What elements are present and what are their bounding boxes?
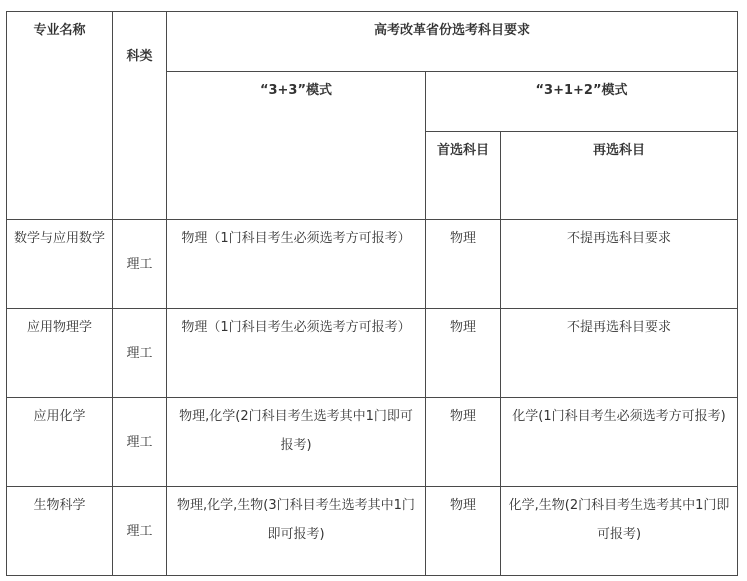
major-cell: 数学与应用数学 (7, 220, 113, 309)
re-subject-cell: 化学(1门科目考生必须选考方可报考) (501, 398, 738, 487)
table-row (7, 220, 738, 309)
header-re-subject: 再选科目 (501, 132, 738, 220)
mode-33-cell: 物理,化学(2门科目考生选考其中1门即可报考) (167, 398, 426, 487)
header-mode-33: “3+3”模式 (167, 72, 426, 220)
header-requirement: 高考改革省份选考科目要求 (167, 12, 738, 72)
first-subject-cell: 物理 (426, 398, 501, 487)
subject-requirements-table (6, 11, 738, 576)
header-major-name: 专业名称 (7, 12, 113, 220)
major-cell: 生物科学 (7, 487, 113, 576)
first-subject-cell: 物理 (426, 220, 501, 309)
table-row (7, 309, 738, 398)
re-subject-cell: 不提再选科目要求 (501, 309, 738, 398)
mode-33-cell: 物理,化学,生物(3门科目考生选考其中1门即可报考) (167, 487, 426, 576)
table-row (7, 398, 738, 487)
major-cell: 应用物理学 (7, 309, 113, 398)
re-subject-cell: 化学,生物(2门科目考生选考其中1门即可报考) (501, 487, 738, 576)
category-cell: 理工 (113, 487, 167, 576)
category-cell: 理工 (113, 220, 167, 309)
category-cell: 理工 (113, 398, 167, 487)
major-cell: 应用化学 (7, 398, 113, 487)
header-first-subject: 首选科目 (426, 132, 501, 220)
first-subject-cell: 物理 (426, 487, 501, 576)
header-category: 科类 (113, 12, 167, 220)
table-row (7, 487, 738, 576)
category-cell: 理工 (113, 309, 167, 398)
first-subject-cell: 物理 (426, 309, 501, 398)
re-subject-cell: 不提再选科目要求 (501, 220, 738, 309)
header-mode-312: “3+1+2”模式 (426, 72, 738, 132)
mode-33-cell: 物理（1门科目考生必须选考方可报考） (167, 309, 426, 398)
mode-33-cell: 物理（1门科目考生必须选考方可报考） (167, 220, 426, 309)
